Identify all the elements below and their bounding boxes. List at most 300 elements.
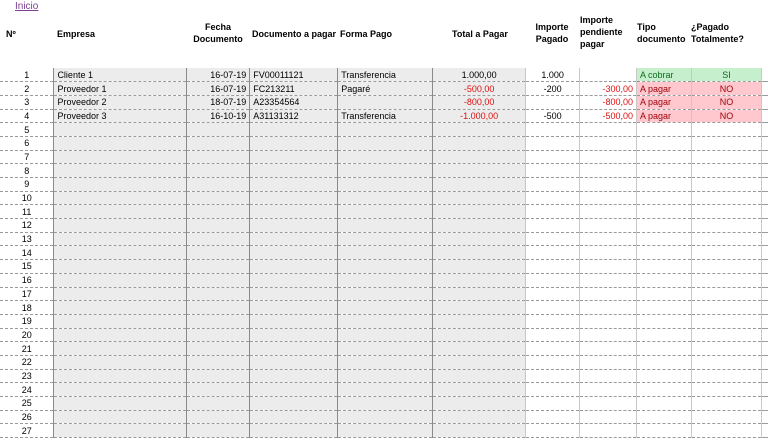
cell-forma-pago[interactable] xyxy=(338,260,433,274)
cell-fecha[interactable]: 16-10-19 xyxy=(187,109,250,123)
cell-no[interactable]: 21 xyxy=(0,342,54,356)
cell-tipo[interactable] xyxy=(637,191,692,205)
cell-importe-pendiente[interactable]: -500,00 xyxy=(580,109,637,123)
cell-importe-pagado[interactable] xyxy=(526,314,580,328)
cell-spacer[interactable] xyxy=(761,424,768,438)
cell-forma-pago[interactable] xyxy=(338,287,433,301)
cell-importe-pendiente[interactable] xyxy=(580,410,637,424)
cell-documento[interactable] xyxy=(250,150,338,164)
table-row xyxy=(0,328,768,342)
cell-forma-pago[interactable]: Transferencia xyxy=(338,68,433,82)
cell-documento[interactable] xyxy=(250,369,338,383)
cell-pagado[interactable] xyxy=(692,123,762,137)
cell-tipo[interactable] xyxy=(637,232,692,246)
cell-pagado[interactable]: NO xyxy=(692,95,762,109)
cell-importe-pendiente[interactable]: -300,00 xyxy=(580,82,637,96)
cell-no[interactable]: 25 xyxy=(0,397,54,411)
cell-no[interactable]: 10 xyxy=(0,191,54,205)
cell-tipo[interactable] xyxy=(637,123,692,137)
cell-importe-pendiente[interactable] xyxy=(580,424,637,438)
cell-no[interactable]: 9 xyxy=(0,178,54,192)
cell-importe-pagado[interactable] xyxy=(526,191,580,205)
cell-tipo[interactable] xyxy=(637,260,692,274)
cell-tipo[interactable] xyxy=(637,397,692,411)
cell-documento[interactable] xyxy=(250,355,338,369)
cell-importe-pagado[interactable] xyxy=(526,260,580,274)
cell-total[interactable] xyxy=(433,328,526,342)
cell-fecha[interactable] xyxy=(187,219,250,233)
cell-importe-pagado[interactable] xyxy=(526,205,580,219)
cell-documento[interactable] xyxy=(250,287,338,301)
cell-total[interactable] xyxy=(433,246,526,260)
cell-forma-pago[interactable]: Transferencia xyxy=(338,109,433,123)
cell-empresa[interactable] xyxy=(54,314,187,328)
cell-pagado[interactable] xyxy=(692,273,762,287)
cell-importe-pendiente[interactable] xyxy=(580,178,637,192)
cell-tipo[interactable]: A pagar xyxy=(637,109,692,123)
cell-forma-pago[interactable]: Pagaré xyxy=(338,82,433,96)
cell-pagado[interactable] xyxy=(692,191,762,205)
cell-spacer[interactable] xyxy=(761,178,768,192)
cell-spacer[interactable] xyxy=(761,383,768,397)
cell-tipo[interactable] xyxy=(637,424,692,438)
cell-forma-pago[interactable] xyxy=(338,424,433,438)
cell-fecha[interactable] xyxy=(187,342,250,356)
cell-forma-pago[interactable] xyxy=(338,150,433,164)
cell-tipo[interactable] xyxy=(637,246,692,260)
cell-no[interactable]: 19 xyxy=(0,314,54,328)
cell-empresa[interactable] xyxy=(54,178,187,192)
cell-forma-pago[interactable] xyxy=(338,191,433,205)
cell-pagado[interactable]: NO xyxy=(692,109,762,123)
cell-fecha[interactable] xyxy=(187,178,250,192)
cell-tipo[interactable] xyxy=(637,136,692,150)
cell-total[interactable] xyxy=(433,369,526,383)
cell-documento[interactable]: FC213211 xyxy=(250,82,338,96)
cell-empresa[interactable] xyxy=(54,287,187,301)
cell-fecha[interactable] xyxy=(187,123,250,137)
cell-pagado[interactable] xyxy=(692,355,762,369)
cell-importe-pagado[interactable] xyxy=(526,301,580,315)
cell-tipo[interactable] xyxy=(637,369,692,383)
cell-spacer[interactable] xyxy=(761,68,768,82)
cell-pagado[interactable]: SI xyxy=(692,68,762,82)
cell-importe-pagado[interactable] xyxy=(526,246,580,260)
cell-empresa[interactable] xyxy=(54,150,187,164)
cell-spacer[interactable] xyxy=(761,369,768,383)
cell-forma-pago[interactable] xyxy=(338,369,433,383)
cell-no[interactable]: 22 xyxy=(0,355,54,369)
cell-spacer[interactable] xyxy=(761,219,768,233)
cell-importe-pagado[interactable] xyxy=(526,355,580,369)
cell-forma-pago[interactable] xyxy=(338,355,433,369)
cell-documento[interactable] xyxy=(250,397,338,411)
cell-forma-pago[interactable] xyxy=(338,232,433,246)
cell-tipo[interactable] xyxy=(637,383,692,397)
cell-spacer[interactable] xyxy=(761,246,768,260)
cell-forma-pago[interactable] xyxy=(338,219,433,233)
cell-importe-pagado[interactable]: 1.000 xyxy=(526,68,580,82)
cell-empresa[interactable] xyxy=(54,273,187,287)
cell-empresa[interactable]: Proveedor 1 xyxy=(54,82,187,96)
cell-total[interactable]: -500,00 xyxy=(433,82,526,96)
cell-fecha[interactable] xyxy=(187,260,250,274)
cell-no[interactable]: 4 xyxy=(0,109,54,123)
cell-documento[interactable] xyxy=(250,178,338,192)
cell-pagado[interactable] xyxy=(692,205,762,219)
cell-forma-pago[interactable] xyxy=(338,397,433,411)
cell-spacer[interactable] xyxy=(761,232,768,246)
cell-no[interactable]: 26 xyxy=(0,410,54,424)
cell-pagado[interactable] xyxy=(692,260,762,274)
cell-tipo[interactable] xyxy=(637,150,692,164)
cell-fecha[interactable] xyxy=(187,205,250,219)
cell-importe-pendiente[interactable] xyxy=(580,314,637,328)
cell-total[interactable] xyxy=(433,178,526,192)
cell-importe-pendiente[interactable] xyxy=(580,150,637,164)
cell-pagado[interactable] xyxy=(692,136,762,150)
cell-importe-pagado[interactable] xyxy=(526,123,580,137)
cell-forma-pago[interactable] xyxy=(338,383,433,397)
cell-fecha[interactable] xyxy=(187,164,250,178)
cell-pagado[interactable] xyxy=(692,164,762,178)
cell-forma-pago[interactable] xyxy=(338,328,433,342)
cell-no[interactable]: 15 xyxy=(0,260,54,274)
cell-fecha[interactable] xyxy=(187,191,250,205)
cell-tipo[interactable] xyxy=(637,314,692,328)
cell-importe-pendiente[interactable] xyxy=(580,232,637,246)
cell-fecha[interactable]: 18-07-19 xyxy=(187,95,250,109)
cell-no[interactable]: 24 xyxy=(0,383,54,397)
inicio-link[interactable]: Inicio xyxy=(15,1,39,12)
cell-tipo[interactable] xyxy=(637,273,692,287)
cell-spacer[interactable] xyxy=(761,191,768,205)
cell-forma-pago[interactable] xyxy=(338,410,433,424)
cell-documento[interactable]: A23354564 xyxy=(250,95,338,109)
cell-importe-pagado[interactable] xyxy=(526,383,580,397)
cell-spacer[interactable] xyxy=(761,123,768,137)
cell-total[interactable] xyxy=(433,232,526,246)
cell-no[interactable]: 6 xyxy=(0,136,54,150)
cell-importe-pagado[interactable] xyxy=(526,178,580,192)
cell-fecha[interactable] xyxy=(187,287,250,301)
cell-tipo[interactable] xyxy=(637,355,692,369)
cell-no[interactable]: 7 xyxy=(0,150,54,164)
cell-tipo[interactable]: A pagar xyxy=(637,95,692,109)
cell-importe-pagado[interactable] xyxy=(526,273,580,287)
cell-documento[interactable] xyxy=(250,191,338,205)
cell-importe-pendiente[interactable] xyxy=(580,205,637,219)
cell-fecha[interactable] xyxy=(187,410,250,424)
cell-total[interactable] xyxy=(433,260,526,274)
cell-documento[interactable] xyxy=(250,424,338,438)
cell-importe-pendiente[interactable]: -800,00 xyxy=(580,95,637,109)
cell-spacer[interactable] xyxy=(761,342,768,356)
cell-empresa[interactable] xyxy=(54,232,187,246)
cell-spacer[interactable] xyxy=(761,301,768,315)
cell-total[interactable] xyxy=(433,136,526,150)
cell-documento[interactable] xyxy=(250,136,338,150)
cell-forma-pago[interactable] xyxy=(338,178,433,192)
cell-importe-pendiente[interactable] xyxy=(580,301,637,315)
cell-importe-pagado[interactable] xyxy=(526,219,580,233)
cell-documento[interactable] xyxy=(250,205,338,219)
cell-importe-pendiente[interactable] xyxy=(580,397,637,411)
cell-fecha[interactable] xyxy=(187,314,250,328)
cell-pagado[interactable] xyxy=(692,178,762,192)
cell-tipo[interactable] xyxy=(637,328,692,342)
cell-no[interactable]: 8 xyxy=(0,164,54,178)
cell-empresa[interactable] xyxy=(54,369,187,383)
cell-total[interactable]: -1.000,00 xyxy=(433,109,526,123)
cell-documento[interactable] xyxy=(250,342,338,356)
cell-importe-pendiente[interactable] xyxy=(580,191,637,205)
cell-empresa[interactable] xyxy=(54,383,187,397)
cell-importe-pendiente[interactable] xyxy=(580,123,637,137)
cell-no[interactable]: 17 xyxy=(0,287,54,301)
cell-spacer[interactable] xyxy=(761,287,768,301)
cell-documento[interactable]: FV00011121 xyxy=(250,68,338,82)
cell-total[interactable] xyxy=(433,287,526,301)
cell-tipo[interactable] xyxy=(637,287,692,301)
cell-pagado[interactable] xyxy=(692,287,762,301)
cell-importe-pagado[interactable] xyxy=(526,342,580,356)
cell-documento[interactable]: A31131312 xyxy=(250,109,338,123)
cell-importe-pendiente[interactable] xyxy=(580,219,637,233)
cell-spacer[interactable] xyxy=(761,205,768,219)
cell-fecha[interactable] xyxy=(187,150,250,164)
cell-empresa[interactable] xyxy=(54,342,187,356)
cell-spacer[interactable] xyxy=(761,109,768,123)
cell-importe-pagado[interactable] xyxy=(526,328,580,342)
cell-importe-pagado[interactable] xyxy=(526,232,580,246)
cell-documento[interactable] xyxy=(250,273,338,287)
cell-no[interactable]: 1 xyxy=(0,68,54,82)
cell-tipo[interactable] xyxy=(637,164,692,178)
cell-importe-pendiente[interactable] xyxy=(580,164,637,178)
cell-total[interactable] xyxy=(433,191,526,205)
cell-pagado[interactable] xyxy=(692,397,762,411)
cell-fecha[interactable] xyxy=(187,397,250,411)
cell-total[interactable] xyxy=(433,123,526,137)
cell-forma-pago[interactable] xyxy=(338,123,433,137)
cell-no[interactable]: 20 xyxy=(0,328,54,342)
cell-total[interactable] xyxy=(433,355,526,369)
cell-fecha[interactable] xyxy=(187,273,250,287)
cell-documento[interactable] xyxy=(250,246,338,260)
cell-documento[interactable] xyxy=(250,328,338,342)
cell-tipo[interactable] xyxy=(637,205,692,219)
cell-forma-pago[interactable] xyxy=(338,301,433,315)
cell-spacer[interactable] xyxy=(761,95,768,109)
cell-total[interactable] xyxy=(433,410,526,424)
cell-fecha[interactable] xyxy=(187,301,250,315)
cell-total[interactable] xyxy=(433,205,526,219)
cell-importe-pagado[interactable] xyxy=(526,287,580,301)
cell-empresa[interactable] xyxy=(54,219,187,233)
cell-importe-pagado[interactable] xyxy=(526,136,580,150)
cell-pagado[interactable] xyxy=(692,232,762,246)
cell-spacer[interactable] xyxy=(761,82,768,96)
cell-total[interactable]: -800,00 xyxy=(433,95,526,109)
cell-spacer[interactable] xyxy=(761,355,768,369)
cell-empresa[interactable] xyxy=(54,136,187,150)
cell-documento[interactable] xyxy=(250,314,338,328)
cell-pagado[interactable]: NO xyxy=(692,82,762,96)
cell-importe-pagado[interactable] xyxy=(526,164,580,178)
cell-total[interactable] xyxy=(433,397,526,411)
cell-fecha[interactable] xyxy=(187,383,250,397)
cell-fecha[interactable] xyxy=(187,232,250,246)
cell-spacer[interactable] xyxy=(761,397,768,411)
cell-spacer[interactable] xyxy=(761,410,768,424)
cell-importe-pendiente[interactable] xyxy=(580,260,637,274)
cell-fecha[interactable] xyxy=(187,136,250,150)
cell-no[interactable]: 5 xyxy=(0,123,54,137)
cell-pagado[interactable] xyxy=(692,369,762,383)
cell-pagado[interactable] xyxy=(692,328,762,342)
cell-no[interactable]: 16 xyxy=(0,273,54,287)
cell-importe-pendiente[interactable] xyxy=(580,355,637,369)
cell-importe-pendiente[interactable] xyxy=(580,136,637,150)
cell-total[interactable] xyxy=(433,273,526,287)
cell-documento[interactable] xyxy=(250,232,338,246)
cell-total[interactable] xyxy=(433,383,526,397)
cell-forma-pago[interactable] xyxy=(338,164,433,178)
cell-no[interactable]: 18 xyxy=(0,301,54,315)
cell-documento[interactable] xyxy=(250,219,338,233)
cell-tipo[interactable]: A pagar xyxy=(637,82,692,96)
cell-importe-pagado[interactable] xyxy=(526,410,580,424)
cell-empresa[interactable] xyxy=(54,328,187,342)
cell-tipo[interactable] xyxy=(637,219,692,233)
cell-importe-pagado[interactable] xyxy=(526,424,580,438)
cell-importe-pendiente[interactable] xyxy=(580,342,637,356)
cell-total[interactable]: 1.000,00 xyxy=(433,68,526,82)
cell-total[interactable] xyxy=(433,219,526,233)
cell-spacer[interactable] xyxy=(761,314,768,328)
cell-empresa[interactable] xyxy=(54,205,187,219)
cell-importe-pendiente[interactable] xyxy=(580,328,637,342)
cell-empresa[interactable] xyxy=(54,123,187,137)
cell-spacer[interactable] xyxy=(761,273,768,287)
cell-importe-pagado[interactable] xyxy=(526,95,580,109)
cell-documento[interactable] xyxy=(250,410,338,424)
payments-table xyxy=(0,68,768,438)
cell-empresa[interactable]: Proveedor 3 xyxy=(54,109,187,123)
cell-importe-pendiente[interactable] xyxy=(580,246,637,260)
cell-pagado[interactable] xyxy=(692,424,762,438)
cell-forma-pago[interactable] xyxy=(338,342,433,356)
cell-forma-pago[interactable] xyxy=(338,136,433,150)
cell-pagado[interactable] xyxy=(692,383,762,397)
cell-no[interactable]: 14 xyxy=(0,246,54,260)
cell-pagado[interactable] xyxy=(692,246,762,260)
cell-no[interactable]: 11 xyxy=(0,205,54,219)
cell-fecha[interactable] xyxy=(187,369,250,383)
cell-spacer[interactable] xyxy=(761,136,768,150)
cell-empresa[interactable] xyxy=(54,301,187,315)
cell-fecha[interactable] xyxy=(187,328,250,342)
cell-total[interactable] xyxy=(433,301,526,315)
cell-tipo[interactable] xyxy=(637,410,692,424)
cell-fecha[interactable]: 16-07-19 xyxy=(187,82,250,96)
cell-forma-pago[interactable] xyxy=(338,273,433,287)
cell-tipo[interactable] xyxy=(637,178,692,192)
cell-tipo[interactable]: A cobrar xyxy=(637,68,692,82)
cell-documento[interactable] xyxy=(250,383,338,397)
cell-importe-pagado[interactable] xyxy=(526,150,580,164)
cell-documento[interactable] xyxy=(250,260,338,274)
cell-importe-pagado[interactable] xyxy=(526,397,580,411)
cell-importe-pagado[interactable]: -200 xyxy=(526,82,580,96)
cell-empresa[interactable] xyxy=(54,397,187,411)
cell-importe-pendiente[interactable] xyxy=(580,287,637,301)
cell-total[interactable] xyxy=(433,314,526,328)
cell-spacer[interactable] xyxy=(761,260,768,274)
cell-empresa[interactable]: Cliente 1 xyxy=(54,68,187,82)
cell-empresa[interactable] xyxy=(54,260,187,274)
cell-importe-pendiente[interactable] xyxy=(580,369,637,383)
cell-no[interactable]: 23 xyxy=(0,369,54,383)
cell-importe-pendiente[interactable] xyxy=(580,68,637,82)
cell-pagado[interactable] xyxy=(692,219,762,233)
cell-empresa[interactable] xyxy=(54,246,187,260)
cell-importe-pendiente[interactable] xyxy=(580,383,637,397)
cell-documento[interactable] xyxy=(250,164,338,178)
cell-no[interactable]: 13 xyxy=(0,232,54,246)
cell-pagado[interactable] xyxy=(692,342,762,356)
cell-pagado[interactable] xyxy=(692,150,762,164)
cell-documento[interactable] xyxy=(250,123,338,137)
cell-empresa[interactable] xyxy=(54,164,187,178)
cell-importe-pagado[interactable] xyxy=(526,369,580,383)
cell-fecha[interactable] xyxy=(187,246,250,260)
cell-empresa[interactable] xyxy=(54,355,187,369)
cell-tipo[interactable] xyxy=(637,301,692,315)
cell-forma-pago[interactable] xyxy=(338,314,433,328)
cell-no[interactable]: 3 xyxy=(0,95,54,109)
cell-pagado[interactable] xyxy=(692,410,762,424)
cell-fecha[interactable] xyxy=(187,355,250,369)
cell-total[interactable] xyxy=(433,342,526,356)
cell-empresa[interactable] xyxy=(54,424,187,438)
cell-documento[interactable] xyxy=(250,301,338,315)
cell-total[interactable] xyxy=(433,164,526,178)
cell-empresa[interactable] xyxy=(54,410,187,424)
cell-fecha[interactable] xyxy=(187,424,250,438)
cell-forma-pago[interactable] xyxy=(338,95,433,109)
cell-no[interactable]: 2 xyxy=(0,82,54,96)
cell-no[interactable]: 27 xyxy=(0,424,54,438)
cell-empresa[interactable]: Proveedor 2 xyxy=(54,95,187,109)
cell-importe-pagado[interactable]: -500 xyxy=(526,109,580,123)
cell-no[interactable]: 12 xyxy=(0,219,54,233)
cell-importe-pendiente[interactable] xyxy=(580,273,637,287)
cell-forma-pago[interactable] xyxy=(338,205,433,219)
cell-fecha[interactable]: 16-07-19 xyxy=(187,68,250,82)
cell-pagado[interactable] xyxy=(692,314,762,328)
cell-spacer[interactable] xyxy=(761,164,768,178)
cell-spacer[interactable] xyxy=(761,328,768,342)
cell-tipo[interactable] xyxy=(637,342,692,356)
cell-forma-pago[interactable] xyxy=(338,246,433,260)
cell-pagado[interactable] xyxy=(692,301,762,315)
cell-empresa[interactable] xyxy=(54,191,187,205)
cell-total[interactable] xyxy=(433,424,526,438)
cell-spacer[interactable] xyxy=(761,150,768,164)
cell-total[interactable] xyxy=(433,150,526,164)
